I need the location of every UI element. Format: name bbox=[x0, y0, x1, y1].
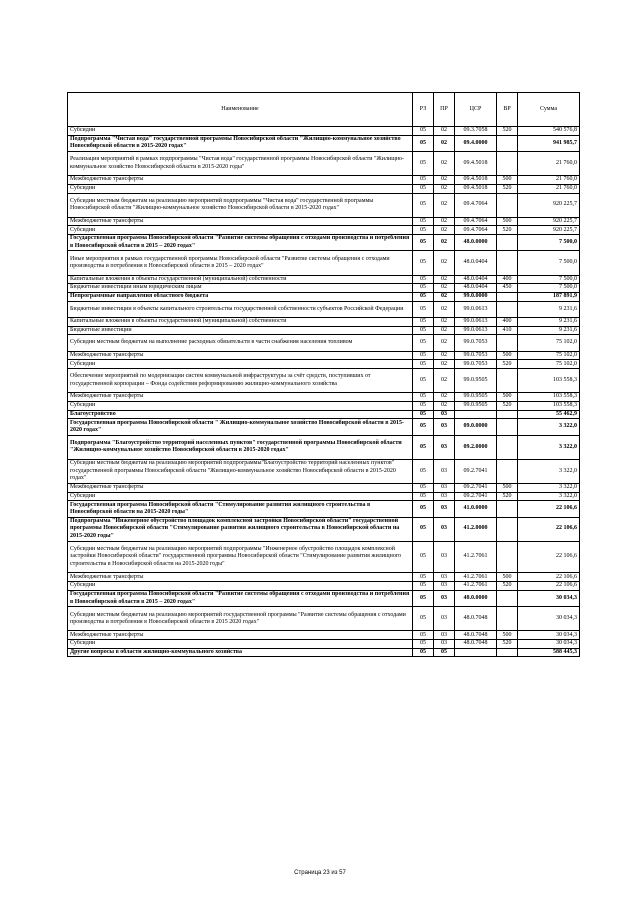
cell-pr: 02 bbox=[434, 360, 455, 369]
cell-pr: 03 bbox=[434, 419, 455, 435]
cell-sum: 55 462,9 bbox=[518, 410, 580, 419]
cell-csr: 09.2.7041 bbox=[455, 459, 497, 483]
cell-name: Межбюджетные трансферты bbox=[68, 217, 413, 226]
table-row bbox=[68, 251, 580, 275]
cell-rz: 05 bbox=[413, 459, 434, 483]
cell-name: Непрограммные направления областного бюджета bbox=[68, 292, 413, 301]
cell-csr: 99.0.0613 bbox=[455, 317, 497, 326]
cell-name: Подпрограмма "Благоустройство территорий населенных пунктов" государственной программы Новосибирской области "Жилищно-коммунальное хозяйство Новосибирской области в 2015-2020 годах" bbox=[68, 435, 413, 459]
cell-pr: 03 bbox=[434, 631, 455, 640]
cell-vr: 500 bbox=[497, 176, 518, 185]
table-row bbox=[68, 401, 580, 410]
cell-vr bbox=[497, 501, 518, 517]
cell-sum: 187 891,9 bbox=[518, 292, 580, 301]
table-body bbox=[68, 127, 580, 657]
table-row bbox=[68, 226, 580, 235]
cell-csr: 41.2.7061 bbox=[455, 573, 497, 582]
cell-vr: 500 bbox=[497, 631, 518, 640]
cell-rz: 05 bbox=[413, 360, 434, 369]
cell-sum: 9 231,6 bbox=[518, 317, 580, 326]
table-row bbox=[68, 235, 580, 251]
cell-rz: 05 bbox=[413, 275, 434, 284]
cell-vr: 500 bbox=[497, 217, 518, 226]
cell-rz: 05 bbox=[413, 419, 434, 435]
cell-vr bbox=[497, 335, 518, 351]
cell-sum: 21 760,0 bbox=[518, 176, 580, 185]
cell-name: Межбюджетные трансферты bbox=[68, 631, 413, 640]
cell-sum: 7 500,0 bbox=[518, 275, 580, 284]
cell-name: Субсидии bbox=[68, 184, 413, 193]
cell-pr: 03 bbox=[434, 410, 455, 419]
cell-pr: 02 bbox=[434, 152, 455, 176]
table-row bbox=[68, 326, 580, 335]
cell-name: Капитальные вложения в объекты государственной (муниципальной) собственности bbox=[68, 317, 413, 326]
cell-csr: 48.0.0404 bbox=[455, 275, 497, 284]
cell-vr bbox=[497, 459, 518, 483]
cell-sum: 75 102,0 bbox=[518, 351, 580, 360]
cell-csr: 48.0.7048 bbox=[455, 640, 497, 649]
cell-pr: 02 bbox=[434, 176, 455, 185]
cell-sum: 588 445,3 bbox=[518, 648, 580, 657]
cell-sum: 920 225,7 bbox=[518, 226, 580, 235]
cell-rz: 05 bbox=[413, 351, 434, 360]
cell-sum: 75 102,0 bbox=[518, 335, 580, 351]
cell-csr: 09.4.5018 bbox=[455, 176, 497, 185]
cell-csr: 99.0.0613 bbox=[455, 326, 497, 335]
cell-csr: 09.2.7041 bbox=[455, 483, 497, 492]
cell-pr: 03 bbox=[434, 541, 455, 573]
cell-rz: 05 bbox=[413, 301, 434, 317]
cell-csr: 41.0.0000 bbox=[455, 501, 497, 517]
cell-pr: 03 bbox=[434, 607, 455, 631]
cell-rz: 05 bbox=[413, 217, 434, 226]
cell-name: Межбюджетные трансферты bbox=[68, 483, 413, 492]
cell-sum: 75 102,0 bbox=[518, 360, 580, 369]
cell-sum: 3 322,0 bbox=[518, 459, 580, 483]
cell-rz: 05 bbox=[413, 640, 434, 649]
cell-rz: 05 bbox=[413, 541, 434, 573]
cell-rz: 05 bbox=[413, 582, 434, 591]
cell-name: Бюджетные инвестиции иным юридическим лицам bbox=[68, 284, 413, 293]
cell-sum: 103 558,3 bbox=[518, 393, 580, 402]
cell-pr: 02 bbox=[434, 292, 455, 301]
cell-pr: 02 bbox=[434, 326, 455, 335]
cell-csr: 48.0.0000 bbox=[455, 235, 497, 251]
table-row bbox=[68, 292, 580, 301]
cell-vr bbox=[497, 607, 518, 631]
cell-sum: 103 558,3 bbox=[518, 369, 580, 393]
table-row bbox=[68, 640, 580, 649]
cell-rz: 05 bbox=[413, 607, 434, 631]
cell-vr: 520 bbox=[497, 184, 518, 193]
cell-pr: 02 bbox=[434, 251, 455, 275]
cell-vr: 520 bbox=[497, 582, 518, 591]
cell-csr: 48.0.7048 bbox=[455, 631, 497, 640]
cell-vr bbox=[497, 517, 518, 541]
cell-pr: 02 bbox=[434, 401, 455, 410]
table-row bbox=[68, 335, 580, 351]
cell-pr: 02 bbox=[434, 226, 455, 235]
table-row bbox=[68, 393, 580, 402]
cell-vr bbox=[497, 135, 518, 151]
cell-pr: 02 bbox=[434, 235, 455, 251]
cell-name: Субсидии местным бюджетам на реализацию мероприятий подпрограммы "Инженерное обустройство площадок комплексной застройки Новосибирской области" государственной программы Новосибирской области "Стимулирование развития жилищного строительства в Новосибирской области на 2015-2020 годы" bbox=[68, 541, 413, 573]
cell-rz: 05 bbox=[413, 483, 434, 492]
table-row bbox=[68, 275, 580, 284]
cell-vr: 520 bbox=[497, 360, 518, 369]
cell-csr: 99.0.7053 bbox=[455, 351, 497, 360]
table-row bbox=[68, 410, 580, 419]
cell-name: Подпрограмма "Чистая вода" государственной программы Новосибирской области "Жилищно-коммунальное хозяйство Новосибирской области в 2015-2020 годах" bbox=[68, 135, 413, 151]
cell-csr: 48.0.7048 bbox=[455, 607, 497, 631]
cell-vr bbox=[497, 419, 518, 435]
cell-sum: 3 322,0 bbox=[518, 492, 580, 501]
cell-name: Субсидии местным бюджетам на выполнение расходных обязательств в части снабжения населения топливом bbox=[68, 335, 413, 351]
table-row bbox=[68, 573, 580, 582]
table-row bbox=[68, 351, 580, 360]
cell-rz: 05 bbox=[413, 251, 434, 275]
cell-name: Субсидии местным бюджетам на реализацию мероприятий подпрограммы "Чистая вода" государственной программы Новосибирской области "Жилищно-коммунальное хозяйство Новосибирской области в 2015-2020 годах" bbox=[68, 193, 413, 217]
cell-csr: 09.3.7058 bbox=[455, 127, 497, 136]
table-row bbox=[68, 435, 580, 459]
table-row bbox=[68, 541, 580, 573]
cell-vr bbox=[497, 193, 518, 217]
header-pr: ПР bbox=[434, 93, 455, 127]
cell-pr: 02 bbox=[434, 369, 455, 393]
cell-sum: 21 760,0 bbox=[518, 184, 580, 193]
cell-sum: 3 322,0 bbox=[518, 419, 580, 435]
table-row bbox=[68, 517, 580, 541]
cell-name: Субсидии местным бюджетам на реализацию мероприятий подпрограммы"Благоустройство территорий населенных пунктов" государственной программы Новосибирской области "Жилищно-коммунальное хозяйство Новосибирской области в 2015-2020 годах" bbox=[68, 459, 413, 483]
cell-rz: 05 bbox=[413, 492, 434, 501]
cell-name: Государственная программа Новосибирской области "Стимулирование развития жилищного строительства в Новосибирской области на 2015-2020 годы" bbox=[68, 501, 413, 517]
table-header-row bbox=[68, 93, 580, 127]
cell-pr: 02 bbox=[434, 135, 455, 151]
cell-csr: 48.0.0000 bbox=[455, 590, 497, 606]
table-row bbox=[68, 492, 580, 501]
cell-pr: 02 bbox=[434, 275, 455, 284]
budget-table bbox=[67, 92, 580, 657]
table-row bbox=[68, 184, 580, 193]
cell-csr: 48.0.0404 bbox=[455, 284, 497, 293]
cell-pr: 03 bbox=[434, 573, 455, 582]
header-vr: ВР bbox=[497, 93, 518, 127]
cell-pr: 03 bbox=[434, 483, 455, 492]
cell-csr: 99.0.9505 bbox=[455, 401, 497, 410]
cell-rz: 05 bbox=[413, 631, 434, 640]
cell-name: Благоустройство bbox=[68, 410, 413, 419]
cell-rz: 05 bbox=[413, 517, 434, 541]
cell-rz: 05 bbox=[413, 127, 434, 136]
cell-rz: 05 bbox=[413, 393, 434, 402]
cell-sum: 3 322,0 bbox=[518, 435, 580, 459]
cell-csr bbox=[455, 648, 497, 657]
cell-vr bbox=[497, 435, 518, 459]
cell-name: Субсидии bbox=[68, 226, 413, 235]
cell-vr: 520 bbox=[497, 226, 518, 235]
cell-sum: 22 106,6 bbox=[518, 501, 580, 517]
cell-csr: 09.4.5018 bbox=[455, 184, 497, 193]
cell-name: Субсидии bbox=[68, 360, 413, 369]
cell-sum: 103 558,3 bbox=[518, 401, 580, 410]
cell-csr: 09.2.0000 bbox=[455, 435, 497, 459]
cell-sum: 22 106,6 bbox=[518, 573, 580, 582]
cell-sum: 9 231,6 bbox=[518, 326, 580, 335]
table-row bbox=[68, 176, 580, 185]
cell-name: Реализация мероприятий в рамках подпрограммы "Чистая вода" государственной программы Новосибирской области "Жилищно-коммунальное хозяйство Новосибирской области в 2015-2020 годы" bbox=[68, 152, 413, 176]
table-row bbox=[68, 648, 580, 657]
cell-pr: 03 bbox=[434, 582, 455, 591]
cell-csr: 09.2.7041 bbox=[455, 492, 497, 501]
table-row bbox=[68, 459, 580, 483]
page-number: Страница 23 из 57 bbox=[294, 870, 346, 876]
cell-vr: 520 bbox=[497, 640, 518, 649]
cell-vr bbox=[497, 251, 518, 275]
cell-pr: 03 bbox=[434, 501, 455, 517]
cell-csr: 09.4.7064 bbox=[455, 217, 497, 226]
cell-name: Другие вопросы в области жилищно-коммунального хозяйства bbox=[68, 648, 413, 657]
table-row bbox=[68, 419, 580, 435]
cell-sum: 540 576,8 bbox=[518, 127, 580, 136]
header-sum: Сумма bbox=[518, 93, 580, 127]
cell-rz: 05 bbox=[413, 184, 434, 193]
cell-rz: 05 bbox=[413, 573, 434, 582]
cell-vr bbox=[497, 410, 518, 419]
cell-vr: 500 bbox=[497, 483, 518, 492]
cell-sum: 30 034,3 bbox=[518, 631, 580, 640]
cell-rz: 05 bbox=[413, 501, 434, 517]
cell-rz: 05 bbox=[413, 401, 434, 410]
table-row bbox=[68, 483, 580, 492]
cell-rz: 05 bbox=[413, 152, 434, 176]
cell-csr: 99.0.9505 bbox=[455, 369, 497, 393]
table-row bbox=[68, 193, 580, 217]
cell-name: Государственная программа Новосибирской области " Жилищно-коммунальное хозяйство Новосибирской области в 2015-2020 годах" bbox=[68, 419, 413, 435]
cell-name: Субсидии bbox=[68, 401, 413, 410]
header-csr: ЦСР bbox=[455, 93, 497, 127]
cell-name: Межбюджетные трансферты bbox=[68, 351, 413, 360]
table-row bbox=[68, 217, 580, 226]
table-row bbox=[68, 135, 580, 151]
cell-rz: 05 bbox=[413, 284, 434, 293]
cell-vr: 520 bbox=[497, 127, 518, 136]
cell-vr: 410 bbox=[497, 326, 518, 335]
cell-vr bbox=[497, 152, 518, 176]
cell-name: Бюджетные инвестиции в объекты капитального строительства государственной собственности субъектов Российской Федерации bbox=[68, 301, 413, 317]
cell-vr bbox=[497, 301, 518, 317]
cell-sum: 21 760,0 bbox=[518, 152, 580, 176]
cell-csr: 99.0.7053 bbox=[455, 335, 497, 351]
cell-rz: 05 bbox=[413, 648, 434, 657]
cell-name: Государственная программа Новосибирской области "Развитие системы обращения с отходами производства и потребления в Новосибирской области в 2015 – 2020 годах" bbox=[68, 590, 413, 606]
cell-rz: 05 bbox=[413, 435, 434, 459]
cell-vr bbox=[497, 235, 518, 251]
cell-name: Субсидии bbox=[68, 492, 413, 501]
cell-csr: 09.4.7064 bbox=[455, 226, 497, 235]
cell-name: Межбюджетные трансферты bbox=[68, 573, 413, 582]
cell-pr: 03 bbox=[434, 492, 455, 501]
cell-rz: 05 bbox=[413, 135, 434, 151]
cell-csr: 09.4.5018 bbox=[455, 152, 497, 176]
cell-vr: 450 bbox=[497, 284, 518, 293]
cell-vr bbox=[497, 541, 518, 573]
cell-pr: 02 bbox=[434, 317, 455, 326]
table-row bbox=[68, 607, 580, 631]
cell-name: Субсидии bbox=[68, 640, 413, 649]
cell-rz: 05 bbox=[413, 590, 434, 606]
cell-rz: 05 bbox=[413, 410, 434, 419]
cell-csr: 41.2.7061 bbox=[455, 541, 497, 573]
cell-sum: 9 231,6 bbox=[518, 301, 580, 317]
table-row bbox=[68, 152, 580, 176]
cell-rz: 05 bbox=[413, 235, 434, 251]
table-row bbox=[68, 582, 580, 591]
cell-name: Межбюджетные трансферты bbox=[68, 393, 413, 402]
cell-sum: 920 225,7 bbox=[518, 217, 580, 226]
cell-sum: 30 034,3 bbox=[518, 590, 580, 606]
cell-name: Субсидии местным бюджетам на реализацию мероприятий государственной программы "Развитие системы обращения с отходами производства и потребления в Новосибирской области в 2015 2020 годах" bbox=[68, 607, 413, 631]
cell-csr: 41.2.0000 bbox=[455, 517, 497, 541]
cell-name: Государственная программа Новосибирской области "Развитие системы обращения с отходами производства и потребления в Новосибирской области в 2015 – 2020 годах" bbox=[68, 235, 413, 251]
table-row bbox=[68, 317, 580, 326]
cell-pr: 03 bbox=[434, 590, 455, 606]
cell-rz: 05 bbox=[413, 317, 434, 326]
cell-pr: 02 bbox=[434, 393, 455, 402]
cell-pr: 02 bbox=[434, 301, 455, 317]
cell-pr: 02 bbox=[434, 127, 455, 136]
header-name: Наименование bbox=[68, 93, 413, 127]
cell-vr: 500 bbox=[497, 351, 518, 360]
cell-pr: 02 bbox=[434, 217, 455, 226]
cell-pr: 03 bbox=[434, 640, 455, 649]
cell-pr: 02 bbox=[434, 184, 455, 193]
table-row bbox=[68, 501, 580, 517]
cell-sum: 3 322,0 bbox=[518, 483, 580, 492]
cell-vr: 520 bbox=[497, 492, 518, 501]
table-row bbox=[68, 301, 580, 317]
cell-vr bbox=[497, 648, 518, 657]
cell-name: Бюджетные инвестиции bbox=[68, 326, 413, 335]
cell-csr: 99.0.7053 bbox=[455, 360, 497, 369]
cell-rz: 05 bbox=[413, 369, 434, 393]
cell-sum: 22 106,6 bbox=[518, 541, 580, 573]
cell-pr: 03 bbox=[434, 517, 455, 541]
cell-csr: 09.0.0000 bbox=[455, 419, 497, 435]
cell-vr bbox=[497, 369, 518, 393]
cell-csr bbox=[455, 410, 497, 419]
cell-name: Субсидии bbox=[68, 127, 413, 136]
cell-name: Иные мероприятия в рамках государственной программы Новосибирской области "Развитие системы обращения с отходами производства и потребления в Новосибирской области в 2015 – 2020 годах" bbox=[68, 251, 413, 275]
cell-rz: 05 bbox=[413, 292, 434, 301]
cell-pr: 03 bbox=[434, 459, 455, 483]
cell-vr bbox=[497, 590, 518, 606]
cell-csr: 99.0.0613 bbox=[455, 301, 497, 317]
cell-vr bbox=[497, 292, 518, 301]
cell-vr: 400 bbox=[497, 317, 518, 326]
cell-pr: 05 bbox=[434, 648, 455, 657]
cell-vr: 500 bbox=[497, 573, 518, 582]
cell-name: Межбюджетные трансферты bbox=[68, 176, 413, 185]
cell-rz: 05 bbox=[413, 176, 434, 185]
cell-sum: 941 985,7 bbox=[518, 135, 580, 151]
cell-csr: 99.0.0000 bbox=[455, 292, 497, 301]
cell-csr: 09.4.7064 bbox=[455, 193, 497, 217]
cell-pr: 02 bbox=[434, 351, 455, 360]
cell-sum: 30 034,3 bbox=[518, 607, 580, 631]
cell-sum: 7 500,0 bbox=[518, 251, 580, 275]
cell-sum: 30 034,3 bbox=[518, 640, 580, 649]
cell-name: Капитальные вложения в объекты государственной (муниципальной) собственности bbox=[68, 275, 413, 284]
table-row bbox=[68, 590, 580, 606]
cell-sum: 22 106,6 bbox=[518, 582, 580, 591]
cell-rz: 05 bbox=[413, 193, 434, 217]
cell-sum: 920 225,7 bbox=[518, 193, 580, 217]
cell-pr: 02 bbox=[434, 284, 455, 293]
table-row bbox=[68, 631, 580, 640]
cell-vr: 500 bbox=[497, 393, 518, 402]
cell-vr: 520 bbox=[497, 401, 518, 410]
cell-csr: 99.0.9505 bbox=[455, 393, 497, 402]
cell-csr: 09.4.0000 bbox=[455, 135, 497, 151]
cell-pr: 03 bbox=[434, 435, 455, 459]
table-row bbox=[68, 127, 580, 136]
header-rz: РЗ bbox=[413, 93, 434, 127]
cell-sum: 7 500,0 bbox=[518, 235, 580, 251]
cell-name: Подпрограмма "Инженерное обустройство площадок комплексной застройки Новосибирской области" государственной программы Новосибирской области "Стимулирование развития жилищного строительства в Новосибирской области на 2015-2020 годы" bbox=[68, 517, 413, 541]
cell-csr: 48.0.0404 bbox=[455, 251, 497, 275]
cell-name: Обеспечение мероприятий по модернизации систем коммунальной инфраструктуры за счёт средств, поступивших от государственной корпорации – Фонда содействия реформированию жилищно-коммунального хозяйства bbox=[68, 369, 413, 393]
cell-name: Субсидии bbox=[68, 582, 413, 591]
table-row bbox=[68, 284, 580, 293]
cell-csr: 41.2.7061 bbox=[455, 582, 497, 591]
cell-pr: 02 bbox=[434, 193, 455, 217]
cell-rz: 05 bbox=[413, 326, 434, 335]
table-row bbox=[68, 360, 580, 369]
cell-sum: 7 500,0 bbox=[518, 284, 580, 293]
cell-vr: 400 bbox=[497, 275, 518, 284]
cell-rz: 05 bbox=[413, 226, 434, 235]
cell-sum: 22 106,6 bbox=[518, 517, 580, 541]
cell-rz: 05 bbox=[413, 335, 434, 351]
cell-pr: 02 bbox=[434, 335, 455, 351]
table-row bbox=[68, 369, 580, 393]
